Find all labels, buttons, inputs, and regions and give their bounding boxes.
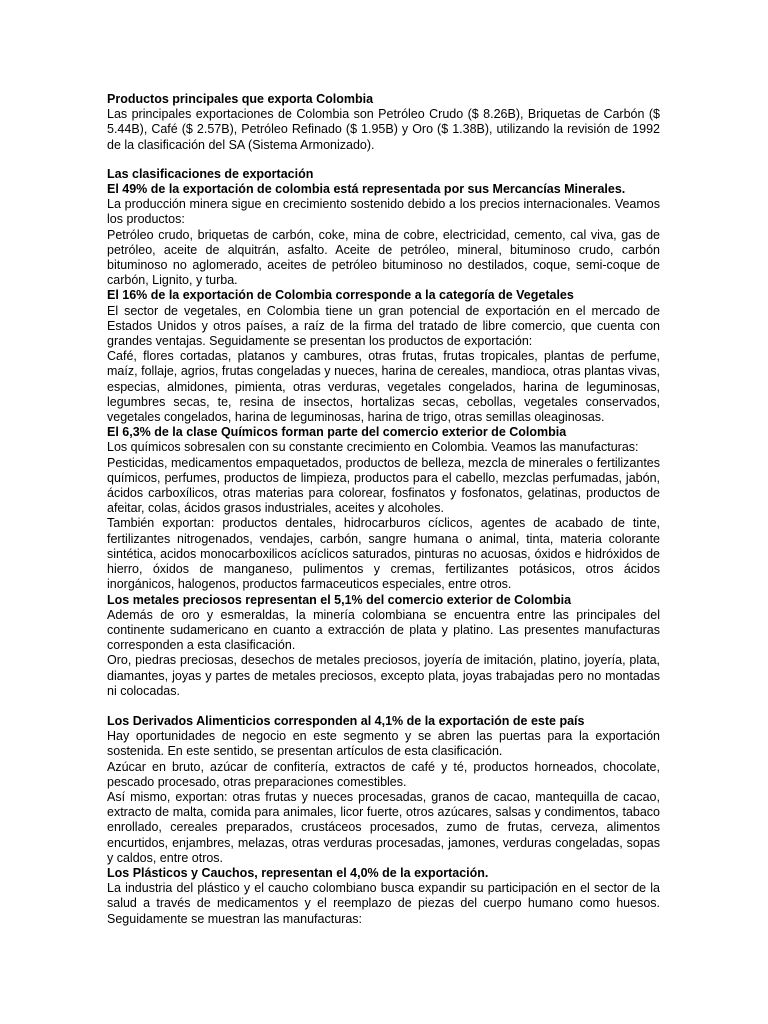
document-body: [107, 92, 660, 927]
section-paragraph: La industria del plástico y el caucho colombiano busca expandir su participación en el sector de la salud a través de medicamentos y el reemplazo de piezas del cuerpo humano como huesos. Seguidamente se muestran las manufacturas:: [107, 881, 660, 926]
section-paragraph: El sector de vegetales, en Colombia tiene un gran potencial de exportación en el mercado de Estados Unidos y otros países, a raíz de la firma del tratado de libre comercio, que cuenta con grandes ventajas. Seguidamente se presentan los productos de exportación:: [107, 303, 660, 349]
section-heading-precious-metals: Los metales preciosos representan el 5,1% del comercio exterior de Colombia: [107, 592, 572, 607]
section-heading-food-derivatives: Los Derivados Alimenticios corresponden al 4,1% de la exportación de este país: [107, 713, 585, 728]
spacer: [107, 699, 660, 714]
section-paragraph: Café, flores cortadas, platanos y cambures, otras frutas, frutas tropicales, plantas de perfume, maíz, follaje, agrios, frutas congeladas y nueces, harina de cereales, mandioca, otras plantas vivas, especias, almidones, pimienta, otras verduras, vegetales congelados, harina de leguminosas, legumbres secas, te, resina de insectos, hortalizas secas, cebollas, vegetales conservados, vegetales congelados, harina de leguminosas, harina de trigo, otras semillas oleaginosas.: [107, 349, 660, 425]
intro-paragraph: Las principales exportaciones de Colombia son Petróleo Crudo ($ 8.26B), Briquetas de Carbón ($ 5.44B), Café ($ 2.57B), Petróleo Refinado ($ 1.95B) y Oro ($ 1.38B), utilizando la revisión de 1992 de la clasificación del SA (Sistema Armonizado).: [107, 107, 660, 152]
intro-heading: Productos principales que exporta Colombia: [107, 92, 374, 106]
section-paragraph: Además de oro y esmeraldas, la minería colombiana se encuentra entre las principales del continente sudamericano en cuanto a extracción de plata y platino. Las presentes manufacturas corresponden a esta clasificación.: [107, 607, 660, 653]
section-paragraph: Petróleo crudo, briquetas de carbón, coke, mina de cobre, electricidad, cemento, cal viva, gas de petróleo, aceite de alquitrán, asfalto. Aceite de petróleo, mineral, bituminoso crudo, carbón bituminoso no aglomerado, aceites de petróleo bituminoso no destilados, coque, semi-coque de carbón, Lignito, y turba.: [107, 227, 660, 288]
section-heading-chemicals: El 6,3% de la clase Químicos forman parte del comercio exterior de Colombia: [107, 425, 567, 440]
section-paragraph: Hay oportunidades de negocio en este segmento y se abren las puertas para la exportación sostenida. En este sentido, se presentan artículos de esta clasificación.: [107, 729, 660, 759]
section-heading-plastics: Los Plásticos y Cauchos, representan el 4,0% de la exportación.: [107, 865, 489, 880]
section-paragraph: Pesticidas, medicamentos empaquetados, productos de belleza, mezcla de minerales o fertilizantes químicos, perfumes, productos de limpieza, productos para el cabello, mezclas perfumadas, jabón, ácidos carboxílicos, otras materias para colorear, fosfinatos y fosfonatos, gelatinas, productos de afeitar, colas, ácidos grasos industriales, aceites y alcoholes.: [107, 455, 660, 516]
section-paragraph: Así mismo, exportan: otras frutas y nueces procesadas, granos de cacao, mantequilla de cacao, extracto de malta, comida para animales, licor fuerte, otros azúcares, salsas y condimentos, tabaco enrollado, cereales preparados, crustáceos procesados, zumo de frutas, cerveza, alimentos encurtidos, enjambres, melazas, otras verduras procesadas, jamones, verduras congeladas, sopas y caldos, entre otros.: [107, 789, 660, 865]
classifications-title: Las clasificaciones de exportación: [107, 166, 314, 181]
section-heading-minerals: El 49% de la exportación de colombia está representada por sus Mercancías Minerales.: [107, 182, 626, 197]
section-paragraph: También exportan: productos dentales, hidrocarburos cíclicos, agentes de acabado de tinte, fertilizantes nitrogenados, vendajes, carbón, sangre humana o animal, tinta, materia colorante sintética, acidos monocarboxilicos acíclicos saturados, pinturas no acuosas, óxidos e hidróxidos de hierro, óxidos de manganeso, pulimentos y cremas, fertilizantes potásicos, otros ácidos inorgánicos, halogenos, productos farmaceuticos especiales, entre otros.: [107, 516, 660, 592]
section-paragraph: Oro, piedras preciosas, desechos de metales preciosos, joyería de imitación, platino, joyería, plata, diamantes, joyas y partes de metales preciosos, excepto plata, joyas trabajadas pero no montadas ni colocadas.: [107, 653, 660, 698]
spacer: [107, 153, 660, 167]
section-heading-vegetables: El 16% de la exportación de Colombia corresponde a la categoría de Vegetales: [107, 288, 574, 303]
section-paragraph: Azúcar en bruto, azúcar de confitería, extractos de café y té, productos horneados, chocolate, pescado procesado, otras preparaciones comestibles.: [107, 759, 660, 789]
section-paragraph: Los químicos sobresalen con su constante crecimiento en Colombia. Veamos las manufacturas:: [107, 440, 639, 455]
section-paragraph: La producción minera sigue en crecimiento sostenido debido a los precios internacionales. Veamos los productos:: [107, 197, 660, 227]
